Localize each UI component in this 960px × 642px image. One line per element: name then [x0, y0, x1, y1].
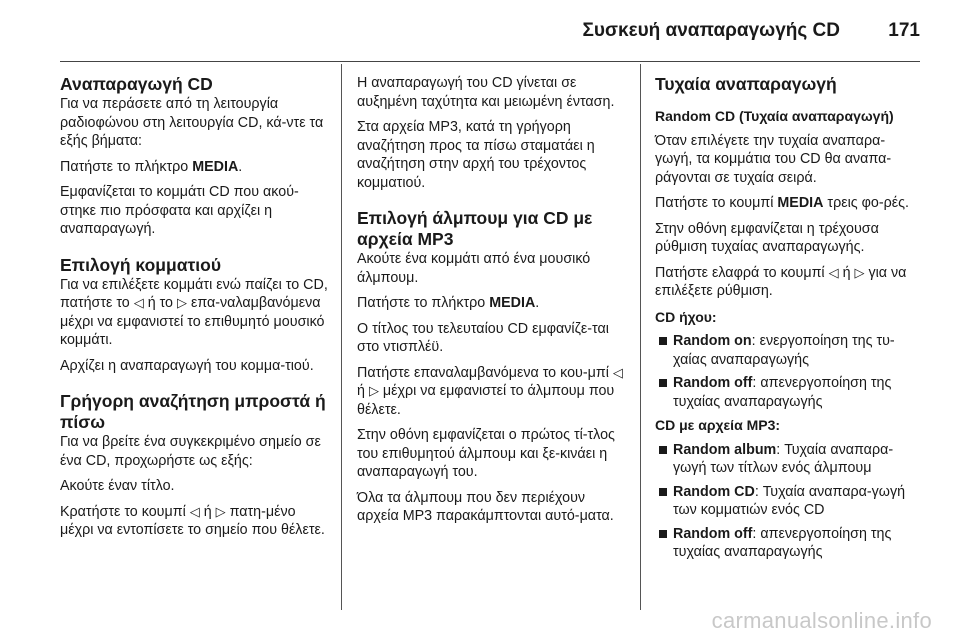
option-desc: : απενεργοποίηση της τυχαίας αναπαραγωγής	[673, 525, 892, 560]
text: Πατήστε ελαφρά το κουμπί	[655, 264, 829, 281]
paragraph: Για να περάσετε από τη λειτουργία ραδιοφώνου στη λειτουργία CD, κά-ντε τα εξής βήματα:	[60, 96, 324, 149]
text: Πατήστε το πλήκτρο	[60, 158, 193, 175]
paragraph: Όταν επιλέγετε την τυχαία αναπαρα-γωγή, τα κομμάτια του CD θα αναπα-ράγονται σε τυχαία σειρά.	[655, 132, 892, 186]
column-divider	[640, 64, 641, 610]
triangle-left-icon: ◁	[828, 264, 839, 280]
paragraph: Στην οθόνη εμφανίζεται η τρέχουσα ρύθμιση τυχαίας αναπαραγωγής.	[655, 220, 879, 255]
paragraph: Η αναπαραγωγή του CD γίνεται σε αυξημένη ταχύτητα και μειωμένη ένταση.	[357, 75, 615, 110]
section-heading: Αναπαραγωγή CD	[60, 74, 213, 94]
triangle-right-icon: ▷	[215, 503, 226, 519]
text: Κρατήστε το κουμπί	[60, 503, 190, 520]
text: ή το	[143, 295, 177, 311]
option-desc: : Τυχαία αναπαρα-γωγή των κομματιών ενός CD	[673, 483, 906, 518]
paragraph: Στην οθόνη εμφανίζεται ο πρώτος τί-τλος του επιθυμητού άλμπουμ και ξε-κινάει η αναπαραγωγή του.	[357, 427, 615, 480]
text: Πατήστε το κουμπί	[655, 195, 778, 211]
text: .	[238, 158, 243, 175]
bullet-square-icon	[659, 379, 667, 387]
section-heading: Τυχαία αναπαραγωγή	[655, 74, 837, 94]
option-term: Random off	[673, 375, 753, 391]
media-key-label: MEDIA	[777, 195, 824, 211]
text: για να επιλέξετε ρύθμιση.	[655, 264, 907, 299]
paragraph	[357, 294, 629, 313]
paragraph: Ο τίτλος του τελευταίου CD εμφανίζε-ται στο ντισπλέϋ.	[357, 320, 609, 355]
text: Πατήστε επαναλαμβανόμενα το κου-μπί	[357, 364, 613, 381]
bullet-square-icon	[659, 530, 667, 538]
triangle-right-icon: ▷	[368, 383, 379, 398]
triangle-left-icon: ◁	[133, 295, 144, 310]
paragraph	[655, 194, 920, 213]
bullet-square-icon	[659, 488, 667, 496]
column-divider	[341, 64, 342, 610]
paragraph: Όλα τα άλμπουμ που δεν περιέχουν αρχεία MP3 παρακάμπτονται αυτό-ματα.	[357, 489, 614, 524]
option-desc: : Τυχαία αναπαρα-γωγή των τίτλων ενός άλμπουμ	[673, 441, 894, 476]
section-heading: Επιλογή άλμπουμ για CD με αρχεία MP3	[357, 208, 593, 249]
paragraph: Ακούτε ένα κομμάτι από ένα μουσικό άλμπουμ.	[357, 251, 591, 286]
option-term: Random album	[673, 441, 777, 458]
paragraph	[60, 158, 328, 177]
page-header	[0, 0, 960, 62]
text: Για να επιλέξετε κομμάτι ενώ παίζει το CD, πατήστε το	[60, 276, 328, 311]
media-key-label: MEDIA	[489, 295, 536, 311]
paragraph: Στα αρχεία MP3, κατά τη γρήγορη αναζήτηση προς τα πίσω σταματάει η αναζήτηση στην αρχή του τρέχοντος κομματιού.	[357, 119, 595, 191]
text: Πατήστε το πλήκτρο	[357, 295, 490, 311]
header-rule	[60, 61, 920, 62]
subheading: CD ήχου:	[655, 308, 717, 325]
paragraph	[357, 364, 629, 420]
text: ή	[838, 264, 855, 281]
paragraph: Εμφανίζεται το κομμάτι CD που ακού-στηκε πιο πρόσφατα και αρχίζει η αναπαραγωγή.	[60, 184, 299, 237]
list-item	[655, 441, 920, 478]
list-item	[655, 374, 920, 411]
list-item	[655, 525, 920, 562]
paragraph: Αρχίζει η αναπαραγωγή του κομμα-τιού.	[60, 357, 314, 374]
media-key-label: MEDIA	[192, 158, 239, 175]
option-desc: : ενεργοποίηση της τυ-χαίας αναπαραγωγής	[673, 333, 895, 368]
section-heading: Γρήγορη αναζήτηση μπροστά ή πίσω	[60, 391, 326, 432]
chapter-title: Συσκευή αναπαραγωγής CD	[582, 20, 840, 41]
bullet-square-icon	[659, 337, 667, 345]
subheading: Random CD (Τυχαία αναπαραγωγή)	[655, 108, 894, 124]
option-term: Random on	[673, 333, 752, 349]
option-term: Random CD	[673, 483, 755, 500]
paragraph	[60, 503, 328, 540]
triangle-left-icon: ◁	[189, 503, 200, 519]
paragraph	[60, 276, 328, 350]
list-item	[655, 332, 920, 369]
list-item	[655, 483, 920, 520]
option-desc: : απενεργοποίηση της τυχαίας αναπαραγωγής	[673, 375, 892, 410]
triangle-right-icon: ▷	[854, 264, 865, 280]
text: ή	[199, 503, 216, 520]
text: .	[535, 295, 540, 311]
text: πατη-μένο μέχρι να εντοπίσετε το σημείο που θέλετε.	[60, 503, 325, 538]
paragraph: Ακούτε έναν τίτλο.	[60, 478, 175, 494]
triangle-left-icon: ◁	[612, 364, 623, 380]
text: μέχρι να εμφανιστεί το άλμπουμ που θέλετε.	[357, 383, 615, 418]
section-heading: Επιλογή κομματιού	[60, 254, 222, 275]
column-2	[357, 74, 629, 533]
bullet-square-icon	[659, 446, 667, 454]
column-3	[655, 74, 920, 567]
paragraph: Για να βρείτε ένα συγκεκριμένο σημείο σε ένα CD, προχωρήστε ως εξής:	[60, 434, 321, 469]
text: επα-ναλαμβανόμενα μέχρι να εμφανιστεί το επιθυμητό μουσικό κομμάτι.	[60, 295, 325, 348]
triangle-right-icon: ▷	[176, 295, 187, 310]
text: τρεις φο-ρές.	[823, 195, 909, 211]
paragraph	[655, 264, 920, 301]
page-number: 171	[888, 20, 920, 41]
watermark: carmanualsonline.info	[711, 608, 932, 633]
option-term: Random off	[673, 525, 753, 542]
column-1	[60, 74, 328, 547]
text: ή	[357, 383, 369, 399]
subheading: CD με αρχεία MP3:	[655, 417, 781, 433]
